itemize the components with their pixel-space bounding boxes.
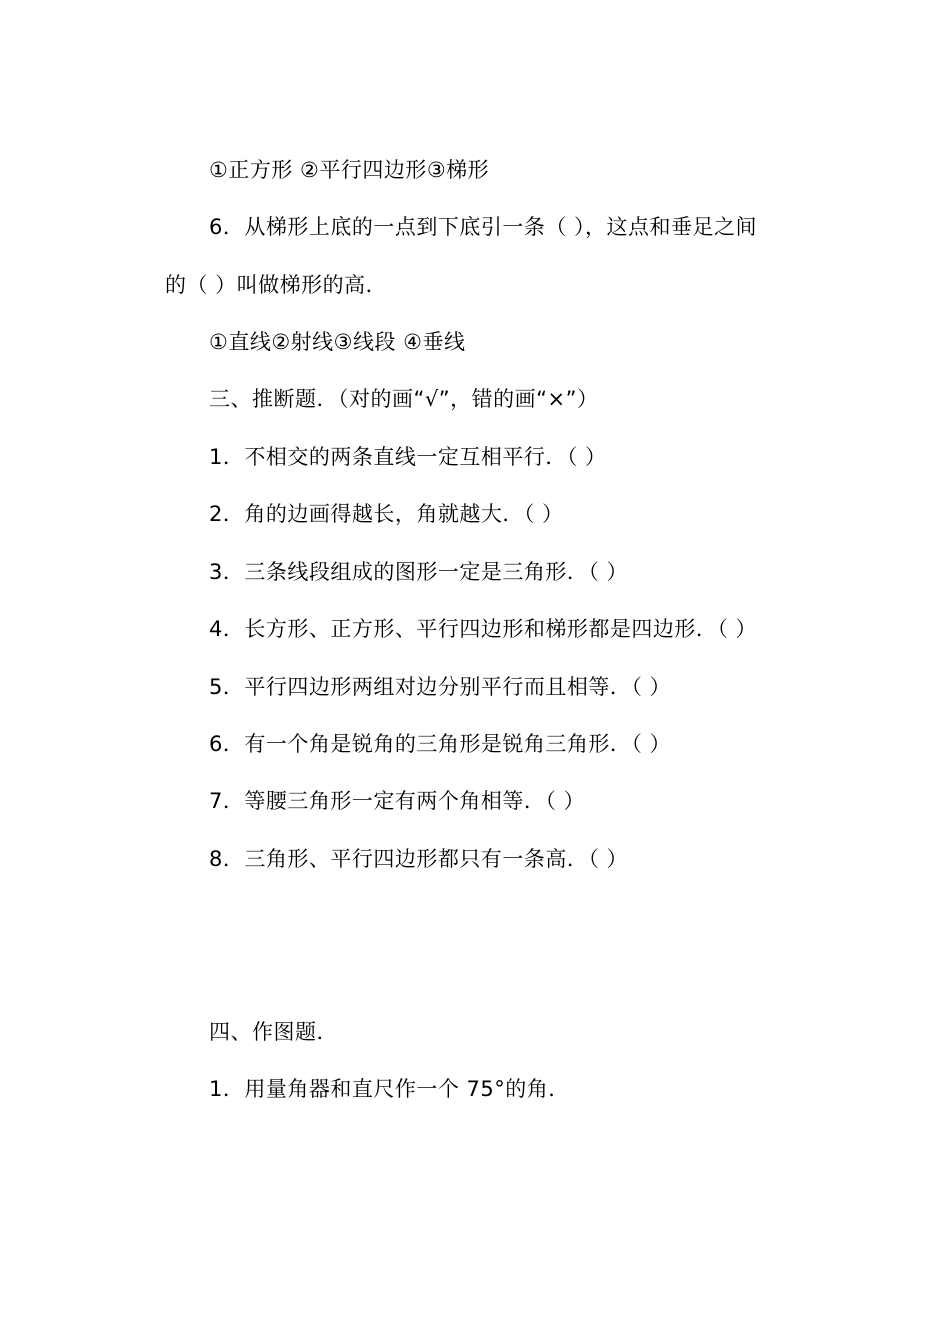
- judgment-item-8: 8．三角形、平行四边形都只有一条高．（ ）: [209, 847, 629, 871]
- judgment-item-1: 1．不相交的两条直线一定互相平行．（ ）: [209, 445, 607, 469]
- judgment-item-4: 4．长方形、正方形、平行四边形和梯形都是四边形．（ ）: [209, 617, 758, 641]
- question-5-options: ①正方形 ②平行四边形③梯形: [209, 158, 490, 182]
- judgment-item-3: 3．三条线段组成的图形一定是三角形．（ ）: [209, 560, 629, 584]
- judgment-item-7: 7．等腰三角形一定有两个角相等．（ ）: [209, 789, 586, 813]
- question-6-options: ①直线②射线③线段 ④垂线: [209, 330, 466, 354]
- judgment-item-2: 2．角的边画得越长，角就越大．（ ）: [209, 502, 564, 526]
- section-3-title: 三、推断题．（对的画“√”，错的画“×”）: [209, 387, 599, 411]
- question-6-text-continued: 的（ ）叫做梯形的高．: [165, 273, 388, 297]
- section-4-title: 四、作图题．: [209, 1020, 338, 1044]
- judgment-item-5: 5．平行四边形两组对边分别平行而且相等．（ ）: [209, 675, 672, 699]
- judgment-item-6: 6．有一个角是锐角的三角形是锐角三角形．（ ）: [209, 732, 672, 756]
- drawing-item-1: 1．用量角器和直尺作一个 75°的角．: [209, 1077, 570, 1101]
- question-6-text: 6．从梯形上底的一点到下底引一条（ ），这点和垂足之间: [209, 215, 758, 239]
